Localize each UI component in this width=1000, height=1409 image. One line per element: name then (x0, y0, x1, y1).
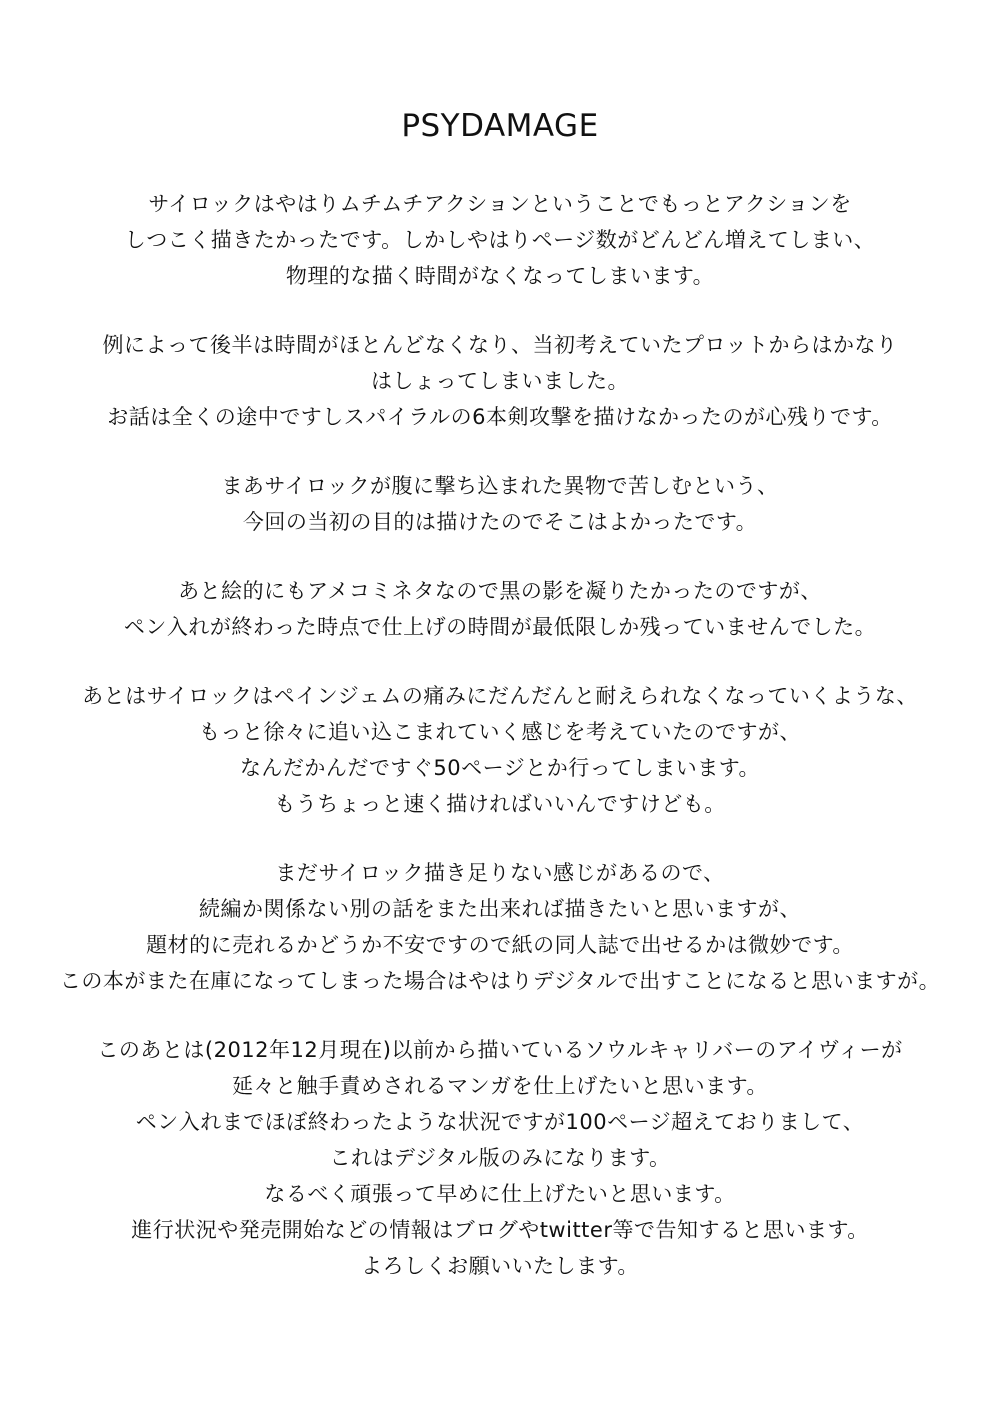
text-line: 進行状況や発売開始などの情報はブログやtwitter等で告知すると思います。 (131, 1218, 869, 1242)
text-line: しつこく描きたかったです。しかしやはりページ数がどんどん増えてしまい、 (124, 228, 876, 252)
text-line: 今回の当初の目的は描けたのでそこはよかったです。 (242, 510, 758, 534)
paragraph-2 (20, 327, 980, 435)
paragraph-7 (20, 1032, 980, 1284)
text-line: ペン入れまでほぼ終わったような状況ですが100ページ超えておりまして、 (135, 1110, 865, 1134)
text-line: なるべく頑張って早めに仕上げたいと思います。 (264, 1182, 736, 1206)
afterword-body (20, 186, 980, 1317)
text-line: 例によって後半は時間がほとんどなくなり、当初考えていたプロットからはかなり (102, 333, 898, 357)
text-line: この本がまた在庫になってしまった場合はやはりデジタルで出すことになると思いますが。 (59, 969, 941, 993)
text-line: なんだかんだですぐ50ページとか行ってしまいます。 (239, 756, 761, 780)
page-title: PSYDAMAGE (401, 108, 599, 144)
paragraph-1 (20, 186, 980, 294)
text-line: まあサイロックが腹に撃ち込まれた異物で苦しむという、 (221, 474, 779, 498)
paragraph-3 (20, 468, 980, 540)
text-line: お話は全くの途中ですしスパイラルの6本剣攻撃を描けなかったのが心残りです。 (107, 405, 893, 429)
text-line: 物理的な描く時間がなくなってしまいます。 (285, 264, 715, 288)
text-line: これはデジタル版のみになります。 (329, 1146, 671, 1170)
text-line: 延々と触手責めされるマンガを仕上げたいと思います。 (232, 1074, 768, 1098)
text-line: サイロックはやはりムチムチアクションということでもっとアクションを (148, 192, 852, 216)
text-line: あとはサイロックはペインジェムの痛みにだんだんと耐えられなくなっていくような、 (82, 684, 918, 708)
text-line: まだサイロック描き足りない感じがあるので、 (275, 861, 725, 885)
text-line: 続編か関係ない別の話をまた出来れば描きたいと思いますが、 (199, 897, 801, 921)
paragraph-5 (20, 678, 980, 822)
text-line: あと絵的にもアメコミネタなので黒の影を凝りたかったのですが、 (178, 579, 822, 603)
text-line: はしょってしまいました。 (371, 369, 629, 393)
text-line: このあとは(2012年12月現在)以前から描いているソウルキャリバーのアイヴィーが (97, 1038, 903, 1062)
text-line: ペン入れが終わった時点で仕上げの時間が最低限しか残っていませんでした。 (123, 615, 877, 639)
paragraph-6 (20, 855, 980, 999)
text-line: よろしくお願いいたします。 (361, 1254, 639, 1278)
paragraph-4 (20, 573, 980, 645)
text-line: もうちょっと速く描ければいいんですけども。 (274, 792, 726, 816)
text-line: もっと徐々に追い込こまれていく感じを考えていたのですが、 (199, 720, 801, 744)
text-line: 題材的に売れるかどうか不安ですので紙の同人誌で出せるかは微妙です。 (146, 933, 854, 957)
